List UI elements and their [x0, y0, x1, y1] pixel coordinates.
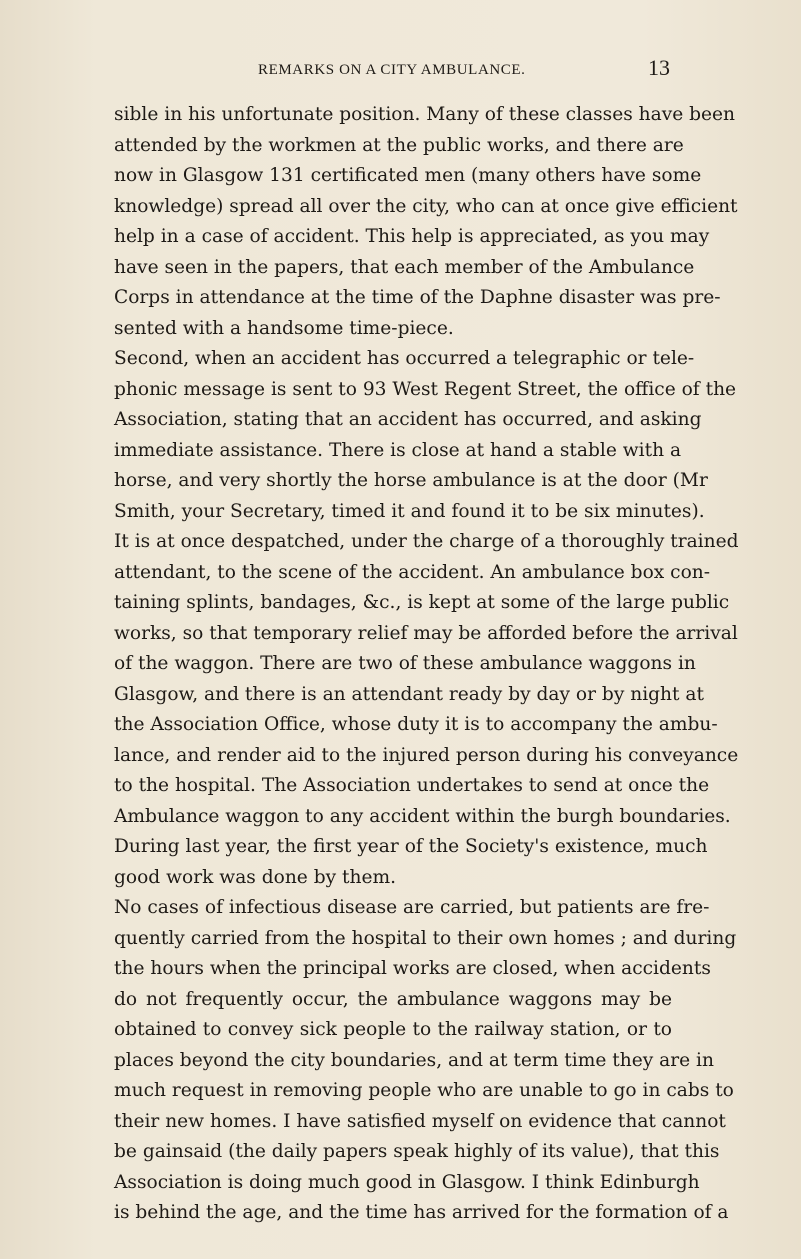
- text-line: Association, stating that an accident has occurred, and asking: [114, 409, 702, 430]
- text-line: good work was done by them.: [114, 866, 397, 888]
- page-number: 13: [648, 55, 670, 80]
- text-line: Second, when an accident has occurred a telegraphic or tele-: [114, 348, 695, 369]
- text-line: Corps in attendance at the time of the Daphne disaster was pre-: [114, 287, 721, 308]
- text-line: attendant, to the scene of the accident. An ambulance box con-: [114, 561, 711, 583]
- text-line: horse, and very shortly the horse ambulance is at the door (Mr: [114, 470, 708, 491]
- text-line: works, so that temporary relief may be afforded before the arrival: [114, 622, 738, 644]
- text-line: It is at once despatched, under the charge of a thoroughly trained: [114, 531, 739, 552]
- text-line: attended by the workmen at the public works, and there are: [114, 134, 684, 156]
- text-line: of the waggon. There are two of these ambulance waggons in: [114, 653, 696, 674]
- text-line: is behind the age, and the time has arrived for the formation of a: [114, 1202, 729, 1223]
- text-line: do not frequently occur, the ambulance waggons may be: [114, 988, 672, 1010]
- text-line: lance, and render aid to the injured person during his conveyance: [114, 744, 739, 766]
- text-line: phonic message is sent to 93 West Regent Street, the office of the: [114, 378, 737, 400]
- text-line: Smith, your Secretary, timed it and found it to be six minutes).: [114, 500, 705, 522]
- text-line: sible in his unfortunate position. Many of these classes have been: [114, 104, 736, 125]
- text-line: Ambulance waggon to any accident within the burgh boundaries.: [114, 805, 731, 827]
- text-line: places beyond the city boundaries, and at term time they are in: [114, 1049, 714, 1071]
- text-line: Association is doing much good in Glasgow. I think Edinburgh: [114, 1171, 700, 1193]
- text-line: help in a case of accident. This help is appreciated, as you may: [114, 226, 710, 247]
- text-line: their new homes. I have satisfied myself on evidence that cannot: [114, 1110, 726, 1132]
- text-line: to the hospital. The Association undertakes to send at once the: [114, 775, 710, 796]
- text-line: much request in removing people who are unable to go in cabs to: [114, 1080, 734, 1101]
- text-line: knowledge) spread all over the city, who can at once give efficient: [114, 195, 738, 217]
- running-head: REMARKS ON A CITY AMBULANCE.: [258, 62, 526, 78]
- body-text: [114, 100, 739, 1229]
- text-line: sented with a handsome time-piece.: [114, 317, 454, 339]
- text-line: be gainsaid (the daily papers speak highly of its value), that this: [114, 1141, 720, 1162]
- text-line: obtained to convey sick people to the railway station, or to: [114, 1019, 672, 1040]
- text-line: taining splints, bandages, &c., is kept at some of the large public: [114, 592, 730, 613]
- text-line: During last year, the first year of the Society's existence, much: [114, 836, 708, 857]
- text-line: Glasgow, and there is an attendant ready by day or by night at: [114, 683, 704, 705]
- text-line: now in Glasgow 131 certificated men (many others have some: [114, 165, 702, 186]
- text-line: immediate assistance. There is close at hand a stable with a: [114, 439, 682, 461]
- text-line: quently carried from the hospital to their own homes ; and during: [114, 927, 737, 949]
- text-line: the Association Office, whose duty it is to accompany the ambu-: [114, 714, 718, 735]
- text-line: No cases of infectious disease are carried, but patients are fre-: [114, 897, 710, 918]
- text-line: have seen in the papers, that each member of the Ambulance: [114, 256, 695, 278]
- text-line: the hours when the principal works are closed, when accidents: [114, 958, 711, 979]
